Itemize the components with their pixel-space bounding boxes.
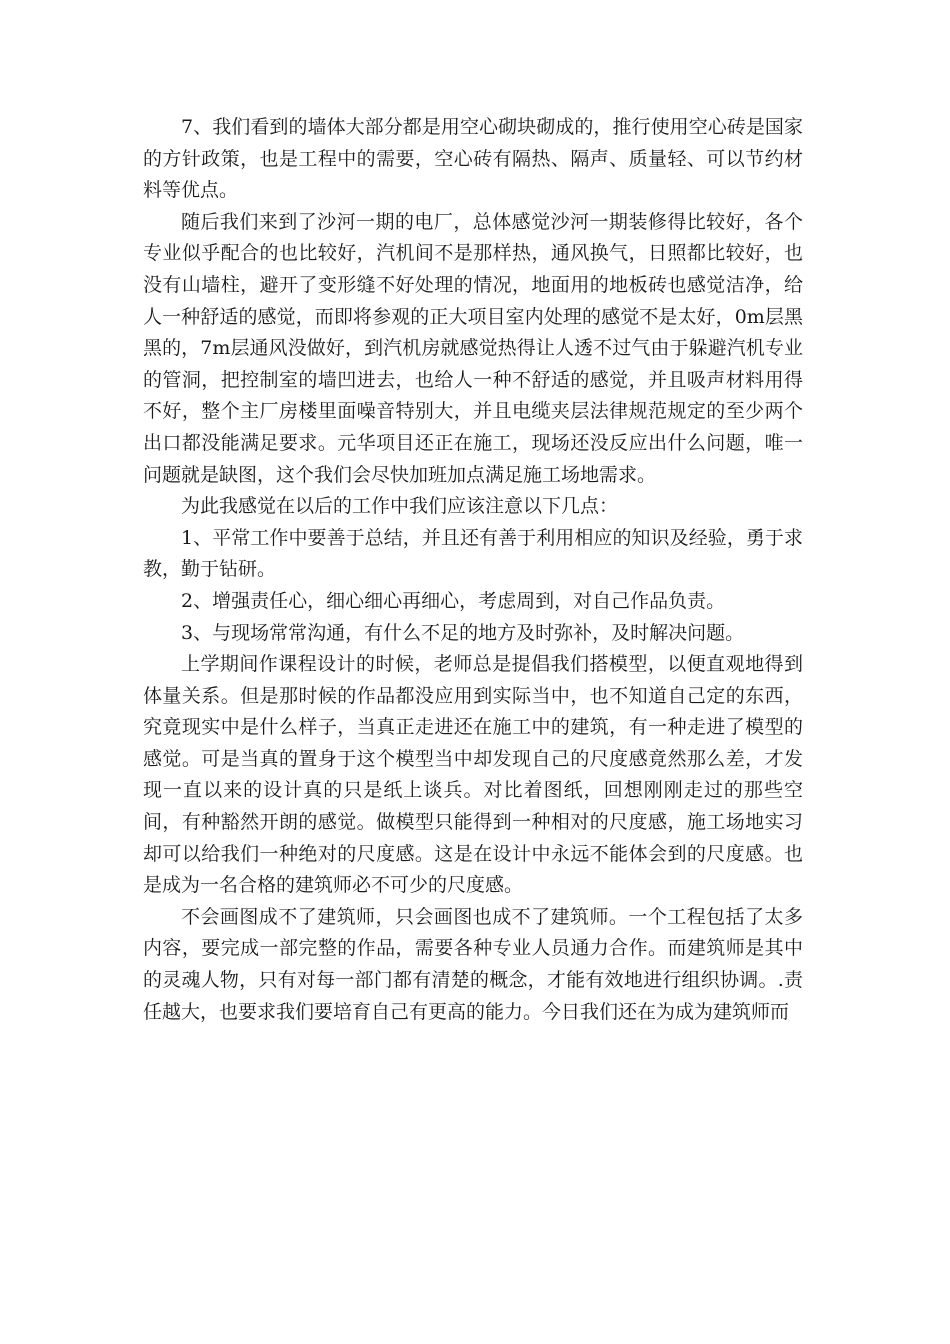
document-page — [143, 112, 803, 1028]
paragraph-architect-role: 不会画图成不了建筑师，只会画图也成不了建筑师。一个工程包括了太多内容，要完成一部完整的作品，需要各种专业人员通力合作。而建筑师是其中的灵魂人物，只有对每一部门都有清楚的概念，才能有效地进行组织协调。.责任越大，也要求我们要培育自己有更高的能力。今日我们还在为成为建筑师而 — [143, 905, 803, 1023]
paragraph-power-plant-visit: 随后我们来到了沙河一期的电厂，总体感觉沙河一期装修得比较好，各个专业似乎配合的也比较好，汽机间不是那样热，通风换气，日照都比较好，也没有山墙柱，避开了变形缝不好处理的情况，地面用的地板砖也感觉洁净，给人一种舒适的感觉，而即将参观的正大项目室内处理的感觉不是太好，0m层黑黑的，7m层通风没做好，到汽机房就感觉热得让人透不过气由于躲避汽机专业的管洞，把控制室的墙凹进去，也给人一种不舒适的感觉，并且吸声材料用得不好，整个主厂房楼里面噪音特别大，并且电缆夹层法律规范规定的至少两个出口都没能满足要求。元华项目还正在施工，现场还没反应出什么问题，唯一问题就是缺图，这个我们会尽快加班加点满足施工场地需求。 — [143, 210, 803, 486]
paragraph-point-2: 2、增强责任心，细心细心再细心，考虑周到，对自己作品负责。 — [181, 589, 726, 612]
paragraph-scale-sense: 上学期间作课程设计的时候，老师总是提倡我们搭模型，以便直观地得到体量关系。但是那时候的作品都没应用到实际当中，也不知道自己定的东西，究竟现实中是什么样子，当真正走进还在施工中的建筑，有一种走进了模型的感觉。可是当真的置身于这个模型当中却发现自己的尺度感竟然那么差，才发现一直以来的设计真的只是纸上谈兵。对比着图纸，回想刚刚走过的那些空间，有种豁然开朗的感觉。做模型只能得到一种相对的尺度感，施工场地实习却可以给我们一种绝对的尺度感。这是在设计中永远不能体会到的尺度感。也是成为一名合格的建筑师必不可少的尺度感。 — [143, 653, 803, 897]
paragraph-point-1: 1、平常工作中要善于总结，并且还有善于利用相应的知识及经验，勇于求教，勤于钻研。 — [143, 526, 803, 581]
paragraph-item-7-hollow-brick: 7、我们看到的墙体大部分都是用空心砌块砌成的，推行使用空心砖是国家的方针政策，也是工程中的需要，空心砖有隔热、隔声、质量轻、可以节约材料等优点。 — [143, 116, 803, 202]
paragraph-lessons-intro: 为此我感觉在以后的工作中我们应该注意以下几点： — [181, 495, 619, 518]
paragraph-point-3: 3、与现场常常沟通，有什么不足的地方及时弥补，及时解决问题。 — [181, 621, 745, 644]
